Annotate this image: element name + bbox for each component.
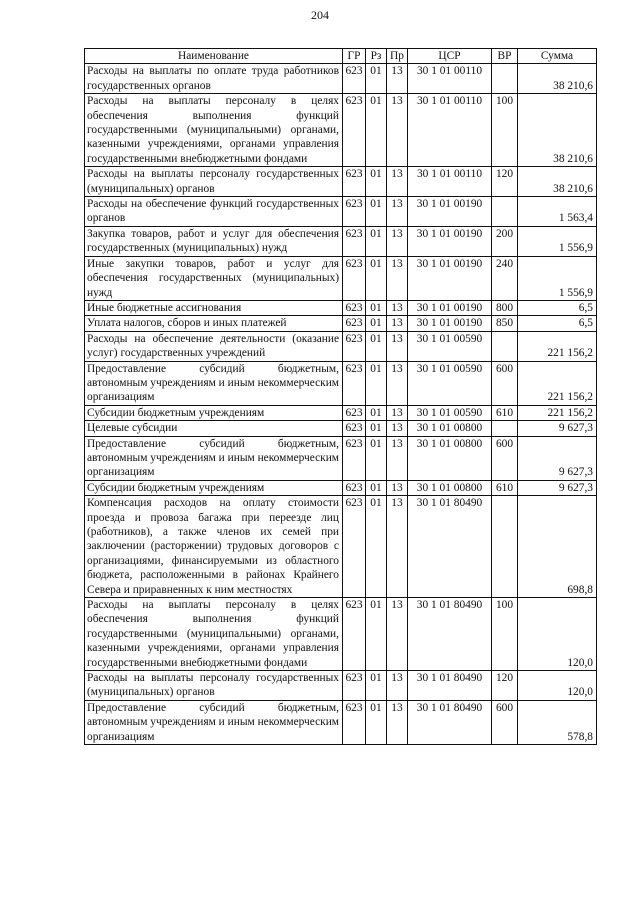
row-rz-cell: 01 [366, 700, 387, 744]
row-csr-cell: 30 1 01 00190 [408, 316, 492, 331]
row-name-cell: Расходы на выплаты персоналу в целях обеспечения выполнения функций государственными (муниципальными) органами, казенными учреждениями, органами управления государственными внебюджетными фондами [85, 598, 343, 671]
row-vr-cell: 200 [492, 226, 518, 256]
row-sum-cell: 221 156,2 [518, 361, 597, 405]
row-sum-cell: 221 156,2 [518, 405, 597, 420]
row-gr-cell: 623 [343, 436, 366, 480]
row-rz-cell: 01 [366, 480, 387, 495]
row-name-cell: Закупка товаров, работ и услуг для обеспечения государственных (муниципальных) нужд [85, 226, 343, 256]
row-pr-cell: 13 [387, 700, 408, 744]
row-pr-cell: 13 [387, 226, 408, 256]
page-number: 204 [311, 8, 329, 22]
row-sum-cell: 120,0 [518, 598, 597, 671]
row-vr-cell: 100 [492, 598, 518, 671]
table-row [85, 598, 597, 671]
row-gr-cell: 623 [343, 480, 366, 495]
row-rz-cell: 01 [366, 331, 387, 361]
row-csr-cell: 30 1 01 00110 [408, 64, 492, 94]
column-header-csr: ЦСР [408, 49, 492, 64]
row-csr-cell: 30 1 01 00590 [408, 361, 492, 405]
table-row [85, 300, 597, 315]
row-gr-cell: 623 [343, 331, 366, 361]
row-pr-cell: 13 [387, 94, 408, 167]
row-csr-cell: 30 1 01 00190 [408, 226, 492, 256]
row-csr-cell: 30 1 01 00590 [408, 331, 492, 361]
row-name-cell: Компенсация расходов на оплату стоимости проезда и провоза багажа при переезде лиц (работников), а также членов их семей при заключении (расторжении) трудовых договоров с организациями, финансируемыми из областного бюджета, расположенными в районах Крайнего Севера и приравненных к ним местностях [85, 496, 343, 598]
row-name-cell: Иные закупки товаров, работ и услуг для обеспечения государственных (муниципальных) нужд [85, 256, 343, 300]
row-gr-cell: 623 [343, 421, 366, 436]
row-vr-cell [492, 421, 518, 436]
row-pr-cell: 13 [387, 197, 408, 227]
row-gr-cell: 623 [343, 64, 366, 94]
row-pr-cell: 13 [387, 598, 408, 671]
row-vr-cell [492, 331, 518, 361]
table-row [85, 496, 597, 598]
row-gr-cell: 623 [343, 405, 366, 420]
table-row [85, 436, 597, 480]
row-name-cell: Предоставление субсидий бюджетным, автономным учреждениям и иным некоммерческим организациям [85, 700, 343, 744]
row-pr-cell: 13 [387, 436, 408, 480]
budget-table [84, 48, 597, 745]
row-vr-cell: 120 [492, 671, 518, 701]
row-vr-cell: 610 [492, 405, 518, 420]
row-rz-cell: 01 [366, 671, 387, 701]
table-row [85, 361, 597, 405]
row-rz-cell: 01 [366, 226, 387, 256]
table-row [85, 480, 597, 495]
column-header-pr: Пр [387, 49, 408, 64]
table-row [85, 226, 597, 256]
row-sum-cell: 698,8 [518, 496, 597, 598]
row-pr-cell: 13 [387, 300, 408, 315]
row-sum-cell: 6,5 [518, 300, 597, 315]
row-name-cell: Расходы на выплаты персоналу государственных (муниципальных) органов [85, 671, 343, 701]
row-pr-cell: 13 [387, 405, 408, 420]
table-row [85, 197, 597, 227]
row-rz-cell: 01 [366, 256, 387, 300]
table-row [85, 700, 597, 744]
row-rz-cell: 01 [366, 361, 387, 405]
row-sum-cell: 221 156,2 [518, 331, 597, 361]
row-rz-cell: 01 [366, 496, 387, 598]
row-csr-cell: 30 1 01 00110 [408, 94, 492, 167]
row-vr-cell: 240 [492, 256, 518, 300]
table-row [85, 64, 597, 94]
row-vr-cell: 800 [492, 300, 518, 315]
row-csr-cell: 30 1 01 00800 [408, 480, 492, 495]
row-gr-cell: 623 [343, 94, 366, 167]
row-name-cell: Расходы на обеспечение деятельности (оказание услуг) государственных учреждений [85, 331, 343, 361]
row-pr-cell: 13 [387, 496, 408, 598]
row-vr-cell: 120 [492, 167, 518, 197]
row-rz-cell: 01 [366, 405, 387, 420]
row-rz-cell: 01 [366, 316, 387, 331]
row-vr-cell: 600 [492, 361, 518, 405]
row-vr-cell: 100 [492, 94, 518, 167]
row-vr-cell [492, 64, 518, 94]
row-sum-cell: 38 210,6 [518, 167, 597, 197]
row-sum-cell: 9 627,3 [518, 421, 597, 436]
row-csr-cell: 30 1 01 80490 [408, 671, 492, 701]
table-row [85, 256, 597, 300]
row-gr-cell: 623 [343, 700, 366, 744]
header-row [85, 49, 597, 64]
column-header-sum: Сумма [518, 49, 597, 64]
row-pr-cell: 13 [387, 361, 408, 405]
row-csr-cell: 30 1 01 00590 [408, 405, 492, 420]
row-gr-cell: 623 [343, 361, 366, 405]
row-rz-cell: 01 [366, 421, 387, 436]
row-rz-cell: 01 [366, 197, 387, 227]
row-gr-cell: 623 [343, 598, 366, 671]
column-header-rz: Рз [366, 49, 387, 64]
table-row [85, 167, 597, 197]
row-sum-cell: 1 563,4 [518, 197, 597, 227]
row-pr-cell: 13 [387, 480, 408, 495]
row-pr-cell: 13 [387, 331, 408, 361]
row-sum-cell: 38 210,6 [518, 64, 597, 94]
row-gr-cell: 623 [343, 197, 366, 227]
row-csr-cell: 30 1 01 80490 [408, 700, 492, 744]
row-gr-cell: 623 [343, 300, 366, 315]
row-sum-cell: 9 627,3 [518, 480, 597, 495]
row-vr-cell: 850 [492, 316, 518, 331]
row-pr-cell: 13 [387, 256, 408, 300]
row-vr-cell: 610 [492, 480, 518, 495]
row-sum-cell: 1 556,9 [518, 226, 597, 256]
row-gr-cell: 623 [343, 256, 366, 300]
row-csr-cell: 30 1 01 00190 [408, 300, 492, 315]
row-gr-cell: 623 [343, 226, 366, 256]
row-vr-cell [492, 496, 518, 598]
row-csr-cell: 30 1 01 00190 [408, 256, 492, 300]
row-name-cell: Расходы на обеспечение функций государственных органов [85, 197, 343, 227]
column-header-name: Наименование [85, 49, 343, 64]
table-row [85, 94, 597, 167]
table-row [85, 331, 597, 361]
row-pr-cell: 13 [387, 316, 408, 331]
row-sum-cell: 6,5 [518, 316, 597, 331]
row-gr-cell: 623 [343, 316, 366, 331]
row-rz-cell: 01 [366, 94, 387, 167]
table-row [85, 671, 597, 701]
row-name-cell: Иные бюджетные ассигнования [85, 300, 343, 315]
row-csr-cell: 30 1 01 80490 [408, 496, 492, 598]
row-csr-cell: 30 1 01 00800 [408, 421, 492, 436]
row-gr-cell: 623 [343, 671, 366, 701]
row-vr-cell: 600 [492, 436, 518, 480]
row-rz-cell: 01 [366, 167, 387, 197]
row-csr-cell: 30 1 01 80490 [408, 598, 492, 671]
table-row [85, 421, 597, 436]
row-name-cell: Расходы на выплаты персоналу государственных (муниципальных) органов [85, 167, 343, 197]
row-name-cell: Расходы на выплаты персоналу в целях обеспечения выполнения функций государственными (муниципальными) органами, казенными учреждениями, органами управления государственными внебюджетными фондами [85, 94, 343, 167]
row-pr-cell: 13 [387, 671, 408, 701]
row-vr-cell [492, 197, 518, 227]
row-gr-cell: 623 [343, 167, 366, 197]
row-name-cell: Уплата налогов, сборов и иных платежей [85, 316, 343, 331]
column-header-gr: ГР [343, 49, 366, 64]
row-sum-cell: 1 556,9 [518, 256, 597, 300]
row-sum-cell: 120,0 [518, 671, 597, 701]
table-row [85, 316, 597, 331]
row-pr-cell: 13 [387, 421, 408, 436]
row-name-cell: Субсидии бюджетным учреждениям [85, 480, 343, 495]
row-rz-cell: 01 [366, 598, 387, 671]
row-pr-cell: 13 [387, 167, 408, 197]
row-gr-cell: 623 [343, 496, 366, 598]
row-pr-cell: 13 [387, 64, 408, 94]
row-rz-cell: 01 [366, 300, 387, 315]
row-rz-cell: 01 [366, 436, 387, 480]
row-name-cell: Субсидии бюджетным учреждениям [85, 405, 343, 420]
row-csr-cell: 30 1 01 00110 [408, 167, 492, 197]
row-sum-cell: 38 210,6 [518, 94, 597, 167]
row-sum-cell: 9 627,3 [518, 436, 597, 480]
row-sum-cell: 578,8 [518, 700, 597, 744]
row-csr-cell: 30 1 01 00800 [408, 436, 492, 480]
column-header-vr: ВР [492, 49, 518, 64]
row-name-cell: Предоставление субсидий бюджетным, автономным учреждениям и иным некоммерческим организациям [85, 361, 343, 405]
table-row [85, 405, 597, 420]
row-name-cell: Расходы на выплаты по оплате труда работников государственных органов [85, 64, 343, 94]
row-name-cell: Целевые субсидии [85, 421, 343, 436]
row-vr-cell: 600 [492, 700, 518, 744]
row-csr-cell: 30 1 01 00190 [408, 197, 492, 227]
row-name-cell: Предоставление субсидий бюджетным, автономным учреждениям и иным некоммерческим организациям [85, 436, 343, 480]
row-rz-cell: 01 [366, 64, 387, 94]
